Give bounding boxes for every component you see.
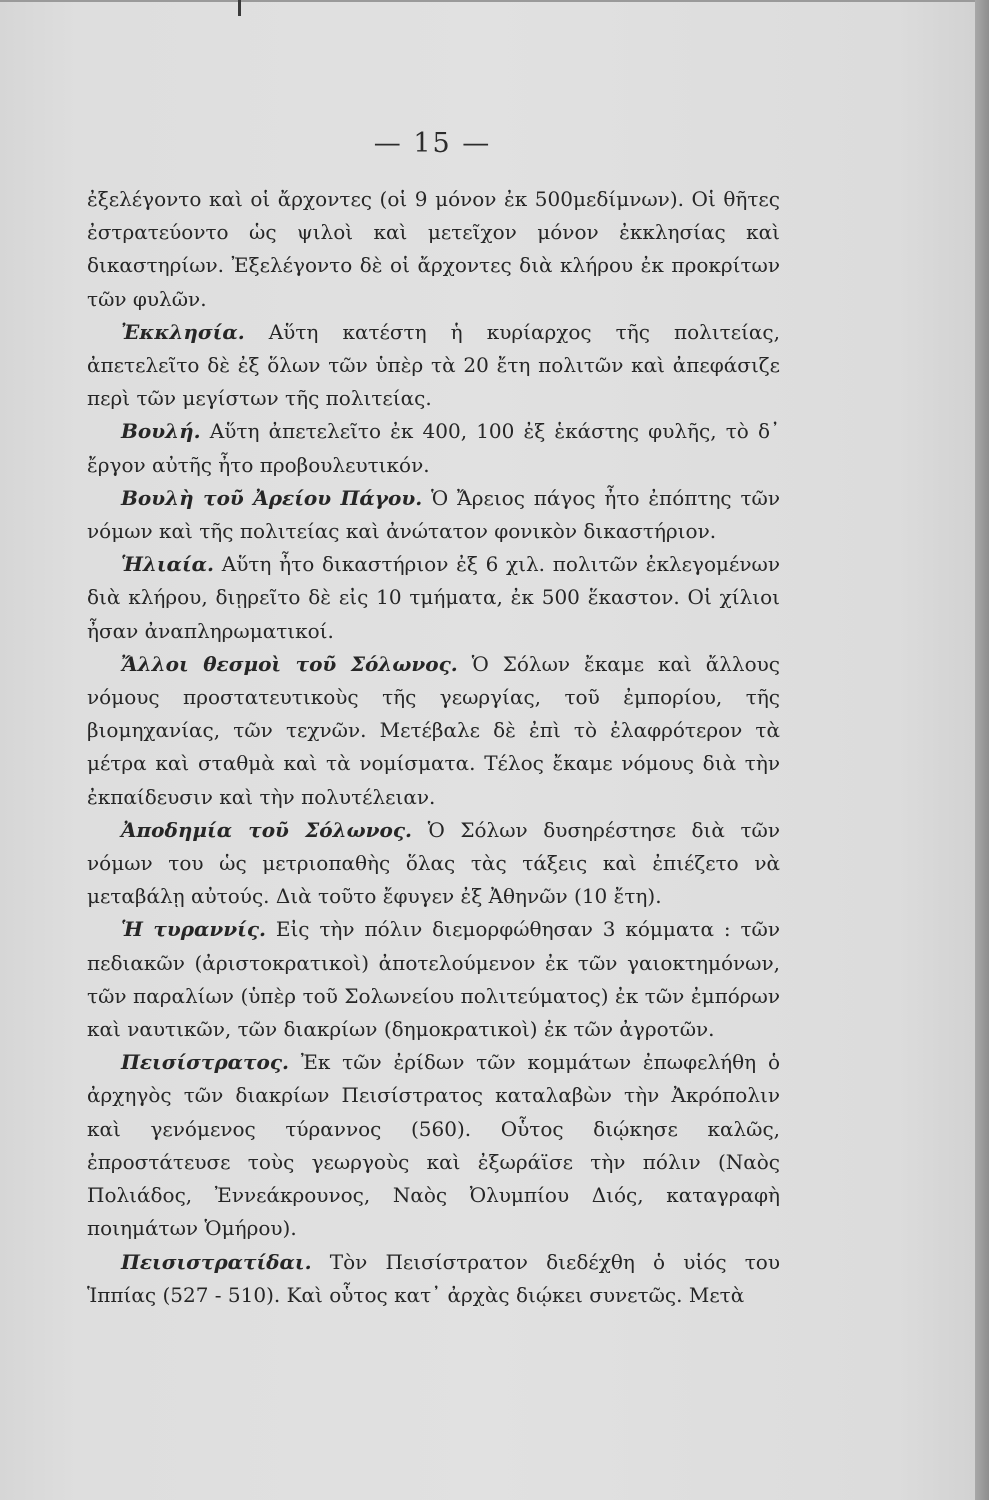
paragraph-alloi-thesmoi <box>87 648 780 814</box>
body-text <box>87 183 780 1312</box>
paragraph-1 <box>87 183 780 316</box>
paragraph-peisistratos <box>87 1046 780 1245</box>
page-edge-shadow <box>975 0 989 1500</box>
heading-tyrannis: Ἡ τυραννίς. <box>121 917 266 942</box>
page-top-edge <box>0 0 975 2</box>
paragraph-peisistratidai <box>87 1246 780 1312</box>
binding-mark <box>238 0 241 16</box>
paragraph-iliaia <box>87 548 780 648</box>
heading-areios-pagos: Βουλὴ τοῦ Ἀρείου Πάγου. <box>121 485 423 510</box>
text-vouli: Αὕτη ἀπετελεῖτο ἐκ 400, 100 ἐξ ἑκάστης φυλῆς, τὸ δ᾽ ἔργον αὐτῆς ἦτο προβουλευτικόν. <box>87 419 780 477</box>
paragraph-apodimia <box>87 814 780 914</box>
text-peisistratos: Ἐκ τῶν ἐρίδων τῶν κομμάτων ἐπωφελήθη ὁ ἀρχηγὸς τῶν διακρίων Πεισίστρατος καταλαβὼν τὴν Ἀκρόπολιν καὶ γενόμενος τύραννος (560). Οὗτος διῴκησε καλῶς, ἐπροστάτευσε τοὺς γεωργοὺς καὶ ἐξωράϊσε τὴν πόλιν (Ναὸς Πολιάδος, Ἐννεάκρουνος, Ναὸς Ὀλυμπίου Διός, καταγραφὴ ποιημάτων Ὁμήρου). <box>87 1050 780 1241</box>
paragraph-1-text: ἐξελέγοντο καὶ οἱ ἄρχοντες (οἱ 9 μόνον ἐκ 500μεδίμνων). Οἱ θῆτες ἐστρατεύοντο ὡς ψιλοὶ καὶ μετεῖχον μόνον ἐκκλησίας καὶ δικαστηρίων. Ἐξελέγοντο δὲ οἱ ἄρχοντες διὰ κλήρου ἐκ προκρίτων τῶν φυλῶν. <box>87 187 780 311</box>
text-peisistratidai: Τὸν Πεισίστρατον διεδέχθη ὁ υἱός του Ἱππίας (527 - 510). Καὶ οὗτος κατ᾽ ἀρχὰς διῴκει συνετῶς. Μετὰ <box>87 1249 780 1307</box>
heading-vouli: Βουλή. <box>121 419 201 444</box>
text-ekklisia: Αὕτη κατέστη ἡ κυρίαρχος τῆς πολιτείας, ἀπετελεῖτο δὲ ἐξ ὅλων τῶν ὑπὲρ τὰ 20 ἔτη πολιτῶν καὶ ἀπεφάσιζε περὶ τῶν μεγίστων τῆς πολιτείας. <box>87 319 780 411</box>
paragraph-areios-pagos <box>87 482 780 548</box>
page-number: — 15 — <box>373 128 492 159</box>
heading-iliaia: Ἡλιαία. <box>121 552 215 577</box>
heading-peisistratos: Πεισίστρατος. <box>121 1050 289 1075</box>
text-iliaia: Αὕτη ἦτο δικαστήριον ἐξ 6 χιλ. πολιτῶν ἐκλεγομένων διὰ κλήρου, διῃρεῖτο δὲ εἰς 10 τμήματα, ἐκ 500 ἕκαστον. Οἱ χίλιοι ἦσαν ἀναπληρωματικοί. <box>87 552 780 643</box>
text-apodimia: Ὁ Σόλων δυσηρέστησε διὰ τῶν νόμων του ὡς μετριοπαθὴς ὅλας τὰς τάξεις καὶ ἐπιέζετο νὰ μεταβάλῃ αὐτούς. Διὰ τοῦτο ἔφυγεν ἐξ Ἀθηνῶν (10 ἔτη). <box>87 817 780 909</box>
paragraph-vouli <box>87 415 780 481</box>
text-areios-pagos: Ὁ Ἄρειος πάγος ἦτο ἐπόπτης τῶν νόμων καὶ τῆς πολιτείας καὶ ἀνώτατον φονικὸν δικαστήριον. <box>87 485 780 544</box>
paragraph-ekklisia <box>87 316 780 416</box>
text-alloi-thesmoi: Ὁ Σόλων ἔκαμε καὶ ἄλλους νόμους προστατευτικοὺς τῆς γεωργίας, τοῦ ἐμπορίου, τῆς βιομηχανίας, τῶν τεχνῶν. Μετέβαλε δὲ ἐπὶ τὸ ἐλαφρότερον τὰ μέτρα καὶ σταθμὰ καὶ τὰ νομίσματα. Τέλος ἔκαμε νόμους διὰ τὴν ἐκπαίδευσιν καὶ τὴν πολυτέλειαν. <box>87 651 780 809</box>
heading-ekklisia: Ἐκκλησία. <box>121 319 245 344</box>
text-tyrannis: Εἰς τὴν πόλιν διεμορφώθησαν 3 κόμματα : τῶν πεδιακῶν (ἀριστοκρατικοὶ) ἀποτελούμενον ἐκ τῶν γαιοκτημόνων, τῶν παραλίων (ὑπὲρ τοῦ Σολωνείου πολιτεύματος) ἐκ τῶν ἐμπόρων καὶ ναυτικῶν, τῶν διακρίων (δημοκρατικοὶ) ἐκ τῶν ἀγροτῶν. <box>87 917 780 1042</box>
heading-apodimia: Ἀποδημία τοῦ Σόλωνος. <box>121 817 413 842</box>
heading-peisistratidai: Πεισιστρατίδαι. <box>121 1249 312 1274</box>
paragraph-tyrannis <box>87 913 780 1046</box>
heading-alloi-thesmoi: Ἄλλοι θεσμοὶ τοῦ Σόλωνος. <box>121 651 458 676</box>
